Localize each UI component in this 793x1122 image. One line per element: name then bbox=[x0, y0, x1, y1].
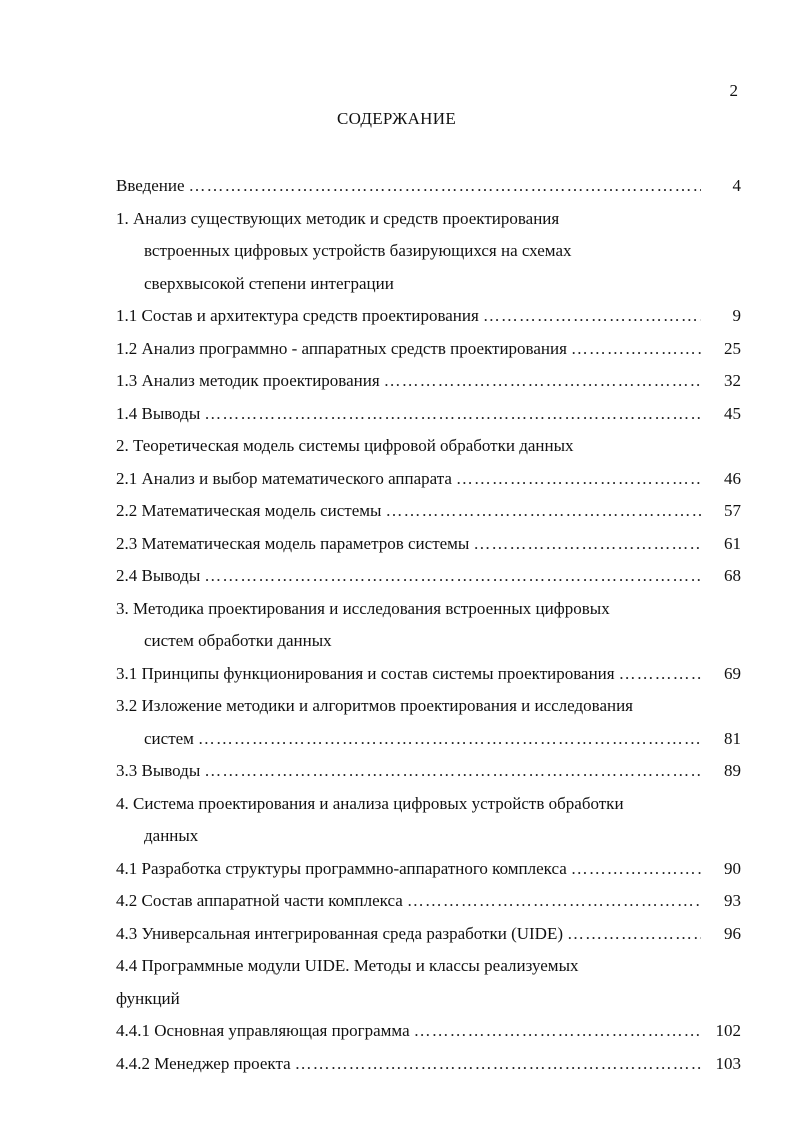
toc-entry-intro bbox=[116, 170, 741, 203]
toc-chapter-3-heading bbox=[116, 593, 741, 626]
dot-leader bbox=[456, 463, 701, 496]
toc-entry-3-3 bbox=[116, 755, 741, 788]
toc-entry-page: 93 bbox=[724, 891, 741, 910]
toc-entry-2-4 bbox=[116, 560, 741, 593]
toc-entry-label: 4.4.2 Менеджер проекта bbox=[116, 1053, 291, 1073]
toc-entry-page: 90 bbox=[724, 858, 741, 878]
toc-entry-2-2 bbox=[116, 495, 741, 528]
toc-chapter-3-heading-cont bbox=[116, 625, 741, 658]
dot-leader bbox=[414, 1015, 701, 1048]
toc-entry-label: 3.1 Принципы функционирования и состав системы проектирования bbox=[116, 663, 615, 683]
toc-entry-label: 1.3 Анализ методик проектирования bbox=[116, 371, 380, 390]
toc-entry-label: 4. Система проектирования и анализа цифровых устройств обработки bbox=[116, 793, 624, 813]
toc-entry-2-1 bbox=[116, 463, 741, 496]
toc-entry-label: 3.2 Изложение методики и алгоритмов проектирования и исследования bbox=[116, 696, 633, 715]
toc-chapter-1-heading bbox=[116, 203, 741, 236]
toc-entry-label: 1.4 Выводы bbox=[116, 403, 201, 423]
toc-chapter-4-heading-cont bbox=[116, 820, 741, 853]
toc-entry-page: 61 bbox=[724, 533, 741, 553]
toc-entry-3-2-cont bbox=[116, 723, 741, 756]
toc-entry-label: систем обработки данных bbox=[144, 631, 332, 650]
dot-leader bbox=[295, 1048, 701, 1081]
dot-leader bbox=[567, 918, 701, 951]
toc-entry-4-1 bbox=[116, 853, 741, 886]
toc-entry-label: 4.4 Программные модули UIDE. Методы и классы реализуемых bbox=[116, 956, 579, 975]
dot-leader bbox=[204, 398, 701, 431]
dot-leader bbox=[198, 723, 701, 756]
page-number: 2 bbox=[729, 81, 738, 100]
toc-chapter-1-heading-cont bbox=[116, 235, 741, 268]
toc-entry-page: 25 bbox=[724, 338, 741, 358]
toc-entry-label: 2.2 Математическая модель системы bbox=[116, 501, 382, 520]
page-title: СОДЕРЖАНИЕ bbox=[336, 109, 457, 128]
toc-entry-label: данных bbox=[144, 826, 199, 845]
dot-leader bbox=[204, 755, 701, 788]
toc-chapter-2-heading bbox=[116, 430, 741, 463]
toc-entry-label: функций bbox=[116, 988, 180, 1008]
dot-leader bbox=[571, 333, 701, 366]
toc-entry-page: 89 bbox=[724, 761, 741, 780]
toc-entry-1-3 bbox=[116, 365, 741, 398]
dot-leader bbox=[619, 658, 701, 691]
toc-entry-2-3 bbox=[116, 528, 741, 561]
toc-entry-label: 1.1 Состав и архитектура средств проектирования bbox=[116, 306, 479, 325]
toc-entry-label: 3. Методика проектирования и исследования встроенных цифровых bbox=[116, 598, 610, 618]
dot-leader bbox=[407, 885, 701, 918]
toc-chapter-1-heading-cont bbox=[116, 268, 741, 301]
toc-entry-page: 69 bbox=[724, 663, 741, 683]
toc-entry-4-4 bbox=[116, 950, 741, 983]
dot-leader bbox=[204, 560, 701, 593]
toc-entry-label: 4.2 Состав аппаратной части комплекса bbox=[116, 891, 403, 910]
toc-entry-4-3 bbox=[116, 918, 741, 951]
toc-entry-1-1 bbox=[116, 300, 741, 333]
toc-entry-page: 96 bbox=[724, 923, 741, 943]
toc-chapter-4-heading bbox=[116, 788, 741, 821]
toc-entry-label: сверхвысокой степени интеграции bbox=[144, 273, 394, 293]
toc-entry-3-2 bbox=[116, 690, 741, 723]
toc-entry-1-2 bbox=[116, 333, 741, 366]
toc-entry-label: 2.4 Выводы bbox=[116, 566, 201, 585]
toc-entry-page: 102 bbox=[715, 1021, 741, 1040]
toc-entry-label: систем bbox=[144, 728, 194, 748]
toc-entry-4-4-cont bbox=[116, 983, 741, 1016]
table-of-contents bbox=[116, 170, 741, 1080]
toc-entry-4-2 bbox=[116, 885, 741, 918]
toc-entry-label: 1.2 Анализ программно - аппаратных средств проектирования bbox=[116, 338, 567, 358]
toc-entry-1-4 bbox=[116, 398, 741, 431]
toc-entry-page: 81 bbox=[724, 728, 741, 748]
dot-leader bbox=[473, 528, 701, 561]
toc-entry-page: 9 bbox=[732, 306, 741, 325]
toc-entry-label: 2.1 Анализ и выбор математического аппарата bbox=[116, 468, 452, 488]
dot-leader bbox=[483, 300, 701, 333]
toc-entry-label: 3.3 Выводы bbox=[116, 761, 201, 780]
toc-entry-label: 2.3 Математическая модель параметров системы bbox=[116, 533, 470, 553]
toc-entry-label: встроенных цифровых устройств базирующихся на схемах bbox=[144, 241, 572, 260]
toc-entry-label: 4.1 Разработка структуры программно-аппаратного комплекса bbox=[116, 858, 567, 878]
dot-leader bbox=[189, 170, 701, 203]
toc-entry-page: 68 bbox=[724, 566, 741, 585]
toc-entry-page: 57 bbox=[724, 501, 741, 520]
toc-entry-label: 2. Теоретическая модель системы цифровой обработки данных bbox=[116, 436, 574, 455]
dot-leader bbox=[385, 495, 701, 528]
toc-entry-page: 32 bbox=[724, 371, 741, 390]
toc-entry-page: 103 bbox=[715, 1053, 741, 1073]
toc-entry-label: Введение bbox=[116, 176, 185, 195]
dot-leader bbox=[384, 365, 701, 398]
toc-entry-page: 45 bbox=[724, 403, 741, 423]
toc-entry-page: 46 bbox=[724, 468, 741, 488]
toc-entry-page: 4 bbox=[732, 176, 741, 195]
toc-entry-3-1 bbox=[116, 658, 741, 691]
dot-leader bbox=[571, 853, 701, 886]
toc-entry-label: 4.3 Универсальная интегрированная среда разработки (UIDE) bbox=[116, 923, 564, 943]
toc-entry-4-4-1 bbox=[116, 1015, 741, 1048]
toc-entry-label: 1. Анализ существующих методик и средств проектирования bbox=[116, 208, 560, 228]
toc-entry-4-4-2 bbox=[116, 1048, 741, 1081]
toc-entry-label: 4.4.1 Основная управляющая программа bbox=[116, 1021, 410, 1040]
